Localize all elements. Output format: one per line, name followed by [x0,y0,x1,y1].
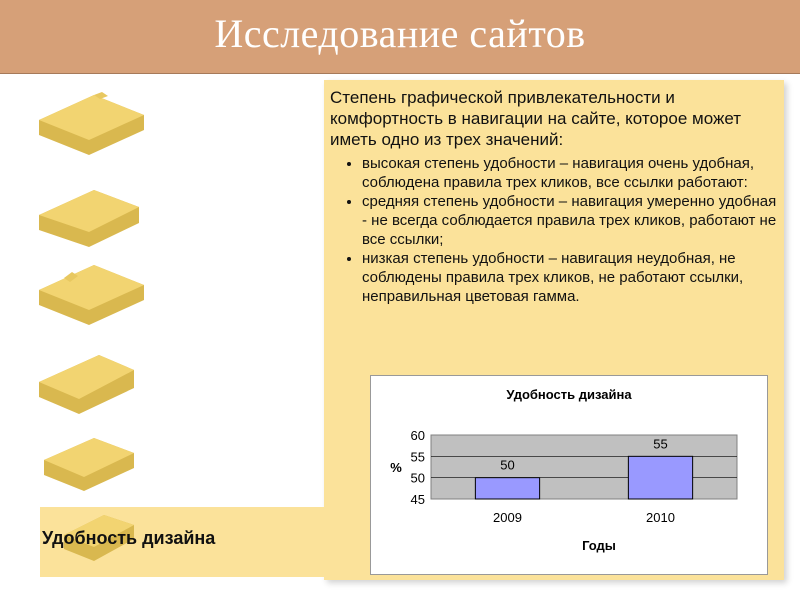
x-axis-label: Годы [582,538,616,553]
bar-2009 [475,478,539,499]
description [330,87,780,306]
page-title: Исследование сайтов [214,11,586,56]
y-axis-ticks [411,428,425,507]
y-axis-label: % [390,460,402,475]
x-axis-ticks [493,510,675,525]
bar-value-label: 50 [500,457,515,473]
puzzle-piece-5 [44,438,134,491]
sidebar-label: Удобность дизайна [42,528,216,548]
bullet-low: • низкая степень удобности – навигация неудобная, не соблюдены правила трех кликов, не работают ссылки, неправильная цветовая гамма. [362,249,780,306]
puzzle-piece-4 [39,355,134,414]
y-tick-label: 45 [410,492,425,507]
x-tick-label: 2010 [646,510,675,525]
y-tick-label: 60 [410,428,425,443]
y-tick-label: 55 [410,449,425,465]
puzzle-piece-1 [39,92,144,155]
bullet-list [330,154,780,306]
bullet-high: • высокая степень удобности – навигация очень удобная, соблюдена правила трех кликов, все ссылки работают: [362,154,780,192]
title-bar [0,0,800,74]
intro-text: Степень графической привлекательности и комфортность в навигации на сайте, которое может иметь одно из трех значений: [330,88,742,149]
chart-box [370,375,768,575]
puzzle-illustration [34,90,154,570]
y-tick-label: 50 [410,470,425,486]
chart-title: Удобность дизайна [506,387,632,402]
x-tick-label: 2009 [493,510,522,525]
bullet-medium: • средняя степень удобности – навигация умеренно удобная - не всегда соблюдается правила трех кликов, работают не все ссылки; [362,192,780,249]
bar-chart [371,376,767,574]
bar-value-label: 55 [653,436,668,452]
puzzle-piece-2 [39,190,139,247]
bar-2010 [628,456,692,499]
puzzle-piece-3 [39,265,144,325]
